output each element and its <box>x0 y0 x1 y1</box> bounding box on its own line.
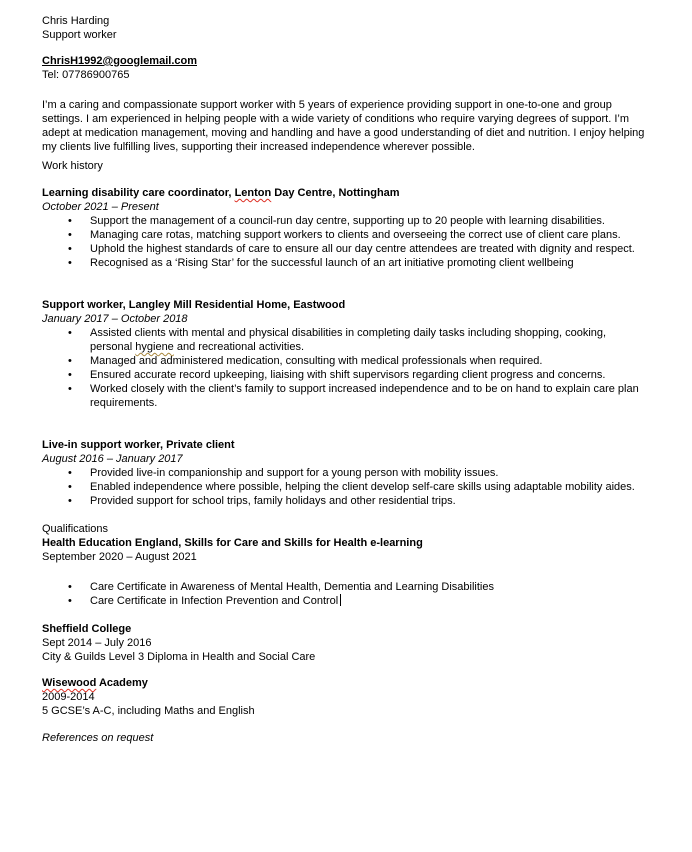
bullet-item: • Managing care rotas, matching support workers to clients and overseeing the correct use of client care plans. <box>90 228 650 242</box>
job-title <box>42 186 650 200</box>
text-cursor-caret <box>340 594 341 606</box>
misspelled-word-wisewood: Wisewood <box>42 677 97 689</box>
phone-number: Tel: 07786900765 <box>42 69 130 81</box>
bullet-item: • Recognised as a ‘Rising Star’ for the successful launch of an art initiative promoting client wellbeing <box>90 256 650 270</box>
education-course: 5 GCSE’s A-C, including Maths and English <box>42 705 255 717</box>
contact-role: Support worker <box>42 29 117 41</box>
education-school: Sheffield College <box>42 623 132 635</box>
misspelled-word-lenton: Lenton <box>234 187 272 199</box>
contact-name: Chris Harding <box>42 15 110 27</box>
bullet-item: • Provided support for school trips, family holidays and other residential trips. <box>90 494 650 508</box>
qualification-provider: Health Education England, Skills for Care and Skills for Health e-learning <box>42 537 423 549</box>
job-title: Support worker, Langley Mill Residential Home, Eastwood <box>42 299 346 311</box>
contact-name-block <box>42 14 650 42</box>
school-name-text: Academy <box>96 677 148 689</box>
qualifications-heading: Qualifications <box>42 523 109 535</box>
job-bullet-list <box>42 326 650 410</box>
job-title-text: Learning disability care coordinator, <box>42 187 235 199</box>
education-school <box>42 676 650 690</box>
education-dates: Sept 2014 – July 2016 <box>42 637 152 649</box>
bullet-item: • Worked closely with the client’s family to support increased independence and to be on hand to explain care plan requirements. <box>90 382 650 410</box>
job-section-care-coordinator <box>42 186 650 270</box>
job-section-support-worker <box>42 298 650 410</box>
qualifications-section <box>42 522 650 608</box>
qualification-dates: September 2020 – August 2021 <box>42 551 197 563</box>
contact-details-block <box>42 54 650 82</box>
references-note: References on request <box>42 732 154 744</box>
bullet-item: • Managed and administered medication, consulting with medical professionals when required. <box>90 354 650 368</box>
job-title: Live-in support worker, Private client <box>42 439 235 451</box>
bullet-item: • Enabled independence where possible, helping the client develop self-care skills using adaptable mobility aides. <box>90 480 650 494</box>
bullet-text: Care Certificate in Infection Prevention and Control <box>90 595 339 607</box>
job-dates: October 2021 – Present <box>42 201 159 213</box>
job-title-text: Day Centre, Nottingham <box>271 187 400 199</box>
education-dates: 2009-2014 <box>42 691 95 703</box>
bullet-item: • Care Certificate in Awareness of Mental Health, Dementia and Learning Disabilities <box>90 580 650 594</box>
bullet-item: • Ensured accurate record upkeeping, liaising with shift supervisors regarding client progress and concerns. <box>90 368 650 382</box>
education-course: City & Guilds Level 3 Diploma in Health and Social Care <box>42 651 316 663</box>
work-history-heading: Work history <box>42 160 103 172</box>
email-link[interactable]: ChrisH1992@googlemail.com <box>42 55 197 67</box>
bullet-item: • Provided live-in companionship and support for a young person with mobility issues. <box>90 466 650 480</box>
education-college-block <box>42 622 650 664</box>
bullet-item <box>90 594 650 608</box>
professional-summary: I’m a caring and compassionate support worker with 5 years of experience providing support in one-to-one and group settings. I am experienced in helping people with a wide variety of conditions who require varying degrees of support. I’m adept at medication management, moving and handling and have a good understanding of diet and nutrition. I enjoy helping my clients live fulfilling lives, supporting their increased independence wherever possible. <box>42 99 645 153</box>
bullet-item: • Support the management of a council-run day centre, supporting up to 20 people with learning disabilities. <box>90 214 650 228</box>
job-section-live-in-support <box>42 438 650 508</box>
job-bullet-list <box>42 214 650 270</box>
misspelled-word-hygiene: hygiene <box>135 341 174 353</box>
job-dates: January 2017 – October 2018 <box>42 313 188 325</box>
job-dates: August 2016 – January 2017 <box>42 453 183 465</box>
bullet-text: and recreational activities. <box>173 341 305 353</box>
education-academy-block <box>42 676 650 718</box>
job-bullet-list <box>42 466 650 508</box>
bullet-item: • Uphold the highest standards of care to ensure all our day centre attendees are treated with dignity and respect. <box>90 242 650 256</box>
bullet-text: Assisted clients with mental and physical disabilities in completing daily tasks including shopping, cooking, personal <box>90 327 607 353</box>
bullet-item <box>90 326 650 354</box>
qualification-bullet-list <box>42 580 650 608</box>
